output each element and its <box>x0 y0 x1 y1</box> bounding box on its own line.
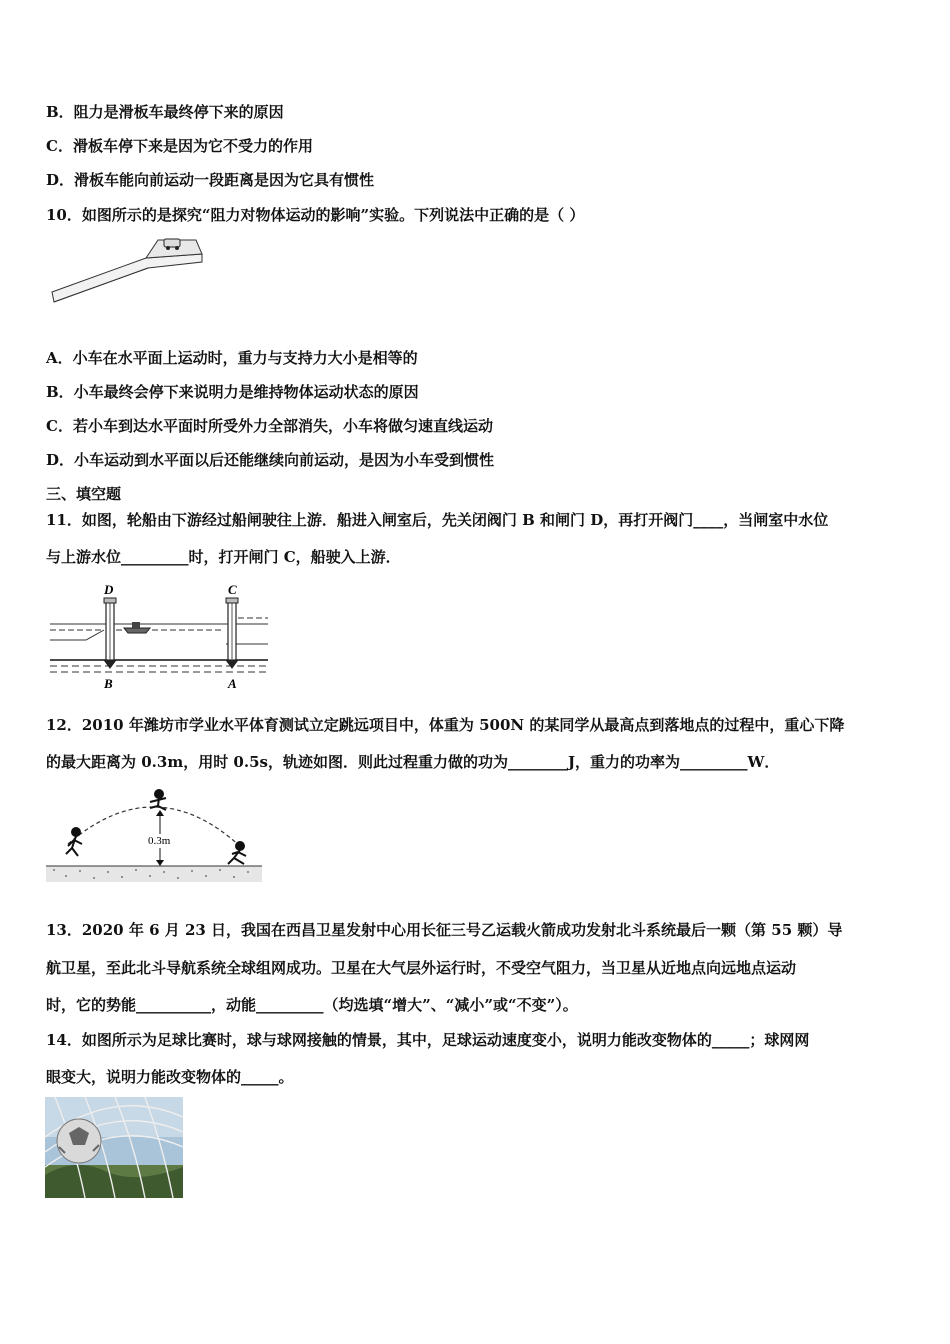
section-title: 三、填空题 <box>46 485 122 503</box>
q13-line2: 航卫星，至此北斗导航系统全球组网成功。卫星在大气层外运行时，不受空气阻力，当卫星从近地点向远地点运动 <box>46 959 797 977</box>
q11-line1: 11．如图，轮船由下游经过船闸驶往上游．船进入闸室后，先关闭阀门 B 和闸门 D，再打开阀门____，当闸室中水位 <box>46 511 829 529</box>
q14-line1: 14．如图所示为足球比赛时，球与球网接触的情景，其中，足球运动速度变小，说明力能改变物体的_____；球网网 <box>46 1031 810 1049</box>
q10-option-a: A．小车在水平面上运动时，重力与支持力大小是相等的 <box>46 349 418 367</box>
ship-lock-figure <box>46 580 276 692</box>
jumper-landing <box>228 842 246 864</box>
q14-line2: 眼变大，说明力能改变物体的_____。 <box>46 1068 294 1086</box>
q10-stem: 10．如图所示的是探究“阻力对物体运动的影响”实验。下列说法中正确的是（ ） <box>46 206 585 224</box>
q9-option-b: B．阻力是滑板车最终停下来的原因 <box>46 103 284 121</box>
label-d: D <box>104 582 114 597</box>
label-b: B <box>104 676 113 691</box>
ramp-cart-figure <box>46 236 206 312</box>
q9-option-d: D．滑板车能向前运动一段距离是因为它具有惯性 <box>46 171 375 189</box>
q11-line2: 与上游水位_________时，打开闸门 C，船驶入上游． <box>46 548 401 566</box>
ship-shape <box>124 628 150 633</box>
q10-option-d: D．小车运动到水平面以后还能继续向前运动，是因为小车受到惯性 <box>46 451 495 469</box>
q10-option-b: B．小车最终会停下来说明力是维持物体运动状态的原因 <box>46 383 419 401</box>
jumper-start <box>66 828 82 856</box>
cart-shape <box>164 239 180 247</box>
q13-line1: 13．2020 年 6 月 23 日，我国在西昌卫星发射中心用长征三号乙运载火箭成功发射北斗系统最后一颗（第 55 颗）导 <box>46 921 843 939</box>
valve-b <box>104 660 116 668</box>
q12-line2: 的最大距离为 0.3m，用时 0.5s，轨迹如图．则此过程重力做的功为________J，重力的功率为_________W． <box>46 753 780 771</box>
long-jump-figure <box>46 786 266 886</box>
height-label: 0.3m <box>148 835 171 847</box>
valve-a <box>226 660 238 668</box>
q12-line1: 12．2010 年潍坊市学业水平体育测试立定跳远项目中，体重为 500N 的某同学从最高点到落地点的过程中，重心下降 <box>46 716 845 734</box>
q13-line3: 时，它的势能__________，动能_________（均选填“增大”、“减小”或“不变”）。 <box>46 996 578 1014</box>
label-a: A <box>228 676 237 691</box>
label-c: C <box>228 582 237 597</box>
q9-option-c: C．滑板车停下来是因为它不受力的作用 <box>46 137 313 155</box>
q10-option-c: C．若小车到达水平面时所受外力全部消失，小车将做匀速直线运动 <box>46 417 493 435</box>
football-net-photo <box>45 1097 183 1198</box>
